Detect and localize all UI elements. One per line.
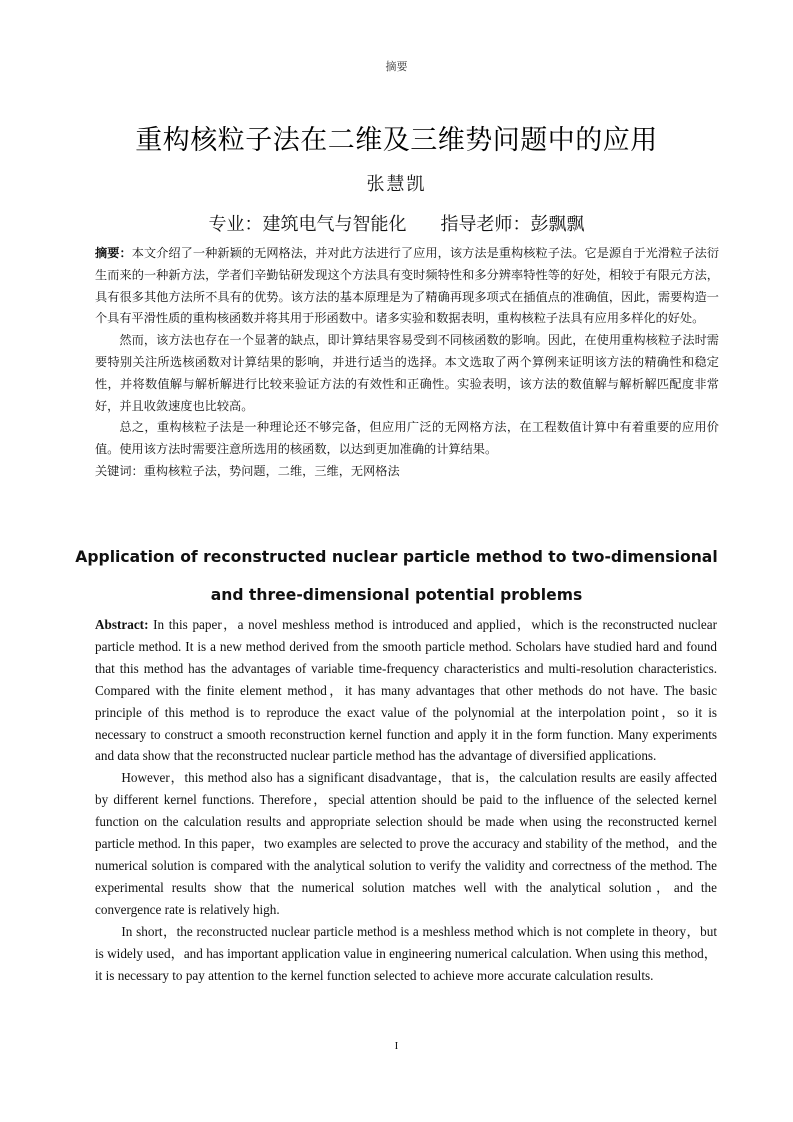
author-name: 张慧凯 bbox=[366, 174, 427, 195]
chinese-keywords bbox=[95, 461, 719, 483]
chinese-abstract-label: 摘要： bbox=[95, 246, 132, 260]
chinese-abstract-paragraph-1 bbox=[95, 243, 719, 330]
chinese-abstract-text-1: 本文介绍了一种新颖的无网格法，并对此方法进行了应用，该方法是重构核粒子法。它是源自于光滑粒子法衍生而来的一种新方法，学者们辛勤钻研发现这个方法具有变时频特性和多分辨率特性等的好处，相较于有限元方法，具有很多其他方法所不具有的优势。该方法的基本原理是为了精确再现多项式在插值点的准确值，因此，需要构造一个具有平滑性质的重构核函数并将其用于形函数中。诸多实验和数据表明，重构核粒子法具有应用多样化的好处。 bbox=[95, 246, 720, 326]
advisor-label: 指导老师： bbox=[440, 214, 531, 235]
english-abstract-paragraph-2: However，this method also has a significant disadvantage，that is，the calculation results are easily affected by different kernel functions. Therefore，special attention should be paid to the influence of the selected kernel function on the calculation results and appropriate selection should be made when using the reconstructed kernel particle method. In this paper，two examples are selected to prove the accuracy and stability of the method，and the numerical solution is compared with the analytical solution to verify the validity and correctness of the method. The experimental results show that the numerical solution matches well with the analytical solution，and the convergence rate is relatively high. bbox=[95, 770, 717, 917]
english-abstract-text-1: In this paper，a novel meshless method is introduced and applied，which is the reconstructed nuclear particle method. It is a new method derived from the smooth particle method. Scholars have studied hard and found that this method has the advantages of variable time-frequency characteristics and multi-resolution characteristics. Compared with the finite element method，it has many advantages that other methods do not have. The basic principle of this method is to reproduce the exact value of the polynomial at the interpolation point，so it is necessary to construct a smooth reconstruction kernel function and apply it in the form function. Many experiments and data show that the reconstructed nuclear particle method has the advantage of diversified applications. bbox=[95, 617, 717, 764]
chinese-title: 重构核粒子法在二维及三维势问题中的应用 bbox=[135, 125, 658, 156]
author-meta bbox=[0, 210, 793, 236]
english-abstract-paragraph-1 bbox=[95, 614, 717, 767]
english-abstract-paragraph-3: In short，the reconstructed nuclear particle method is a meshless method which is not complete in theory，but is widely used，and has important application value in engineering numerical calculation. When using this method，it is necessary to pay attention to the kernel function selected to achieve more accurate calculation results. bbox=[95, 923, 717, 983]
running-header: 摘要 bbox=[385, 60, 408, 73]
keywords-text: 重构核粒子法，势问题，二维，三维，无网格法 bbox=[143, 463, 400, 478]
chinese-abstract bbox=[95, 243, 719, 483]
english-title: Application of reconstructed nuclear particle method to two-dimensional and three-dimensional potential problems bbox=[75, 548, 718, 604]
keywords-label: 关键词： bbox=[95, 463, 144, 478]
chinese-abstract-paragraph-2: 然而，该方法也存在一个显著的缺点，即计算结果容易受到不同核函数的影响。因此，在使用重构核粒子法时需要特别关注所选核函数对计算结果的影响，并进行适当的选择。本文选取了两个算例来证明该方法的精确性和稳定性，并将数值解与解析解进行比较来验证方法的有效性和正确性。实验表明，该方法的数值解与解析解匹配度非常好，并且收敛速度也比较高。 bbox=[95, 333, 719, 413]
page-number: I bbox=[394, 1040, 399, 1052]
major-value: 建筑电气与智能化 bbox=[262, 214, 407, 235]
advisor-value: 彭飘飘 bbox=[530, 214, 585, 235]
chinese-abstract-paragraph-3: 总之，重构核粒子法是一种理论还不够完备，但应用广泛的无网格方法，在工程数值计算中有着重要的应用价值。使用该方法时需要注意所选用的核函数，以达到更加准确的计算结果。 bbox=[95, 420, 719, 457]
major-label: 专业： bbox=[208, 214, 263, 235]
english-abstract-label: Abstract: bbox=[95, 617, 149, 632]
english-abstract bbox=[95, 614, 717, 986]
